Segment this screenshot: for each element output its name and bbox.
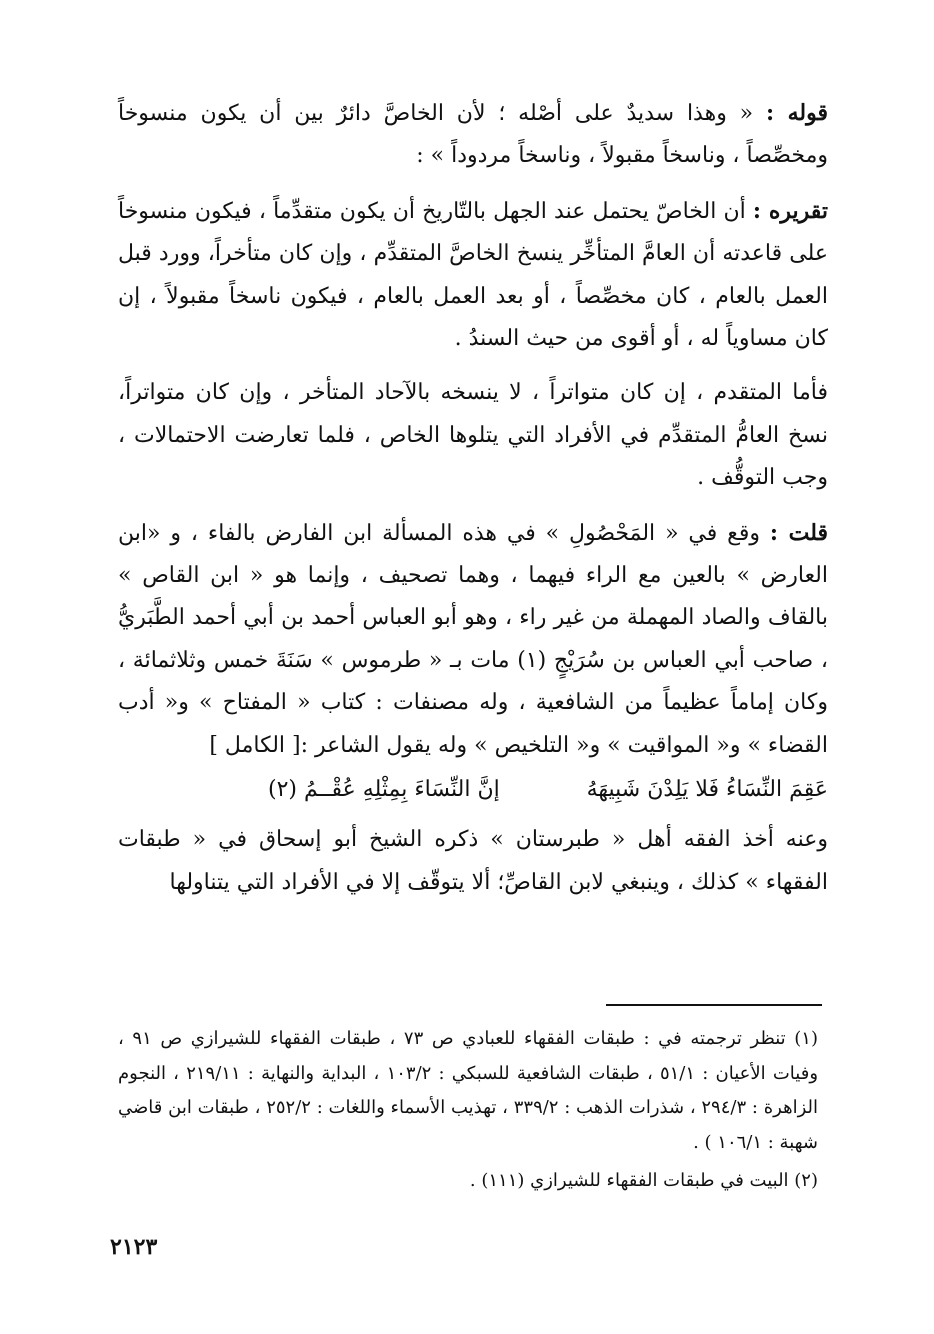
verse-hemistich-second: عَقِمَ النِّسَاءُ فَلا يَلِدْنَ شَبِيهَهُ [586,777,828,803]
footnote-2: (٢) البيت في طبقات الفقهاء للشيرازي (١١١) . [469,1170,818,1191]
poetry-verse [268,769,828,811]
paragraph-text: أن الخاصّ يحتمل عند الجهل بالتّاريخ أن يكون متقدِّماً ، فيكون منسوخاً على قاعدته أن العامَّ المتأخِّر ينسخ الخاصَّ المتقدِّم ، وإن كان متأخراً، وورد قبل العمل بالعام ، كان مخصِّصاً ، أو بعد العمل بالعام ، فيكون ناسخاً مقبولاً ، إن كان مساوياً له ، أو أقوى من حيث السندُ . [118,198,828,352]
paragraph-amma [118,372,828,499]
paragraph-qawluhu [118,92,828,178]
paragraph-lead: قوله : [765,100,828,126]
main-text [118,92,828,916]
verse-hemistich-first: إنَّ النِّسَاءَ بِمِثْلِهِ عُقْــمُ (٢) [268,777,500,803]
paragraph-text: فأما المتقدم ، إن كان متواتراً ، لا ينسخه بالآحاد المتأخر ، وإن كان متواتراً، نسخ العامُّ المتقدِّم في الأفراد التي يتلوها الخاص ، فلما تعارضت الاحتمالات ، وجب التوقُّف . [118,380,828,491]
footnote-1: (١) تنظر ترجمته في : طبقات الفقهاء للعبادي ص ٧٣ ، طبقات الفقهاء للشيرازي ص ٩١ ، وفيات الأعيان : ٥١/١ ، طبقات الشافعية للسبكي : ١٠٣/٢ ، البداية والنهاية : ٢١٩/١١ ، النجوم الزاهرة : ٢٩٤/٣ ، شذرات الذهب : ٣٣٩/٢ ، تهذيب الأسماء واللغات : ٢٥٢/٢ ، طبقات ابن قاضي شهبة : ١٠٦/١ ) . [118,1028,819,1153]
paragraph-qultu [118,512,828,767]
paragraph-text: وقع في « المَحْصُولِ » في هذه المسألة ابن الفارض بالفاء ، و «ابن العارض » بالعين مع الراء فيهما ، وهما تصحيف ، وإنما هو « ابن القاص » بالقاف والصاد المهملة من غير راء ، وهو أبو العباس أحمد بن أبي أحمد الطَّبَريُّ ، صاحب أبي العباس بن سُرَيْجٍ (١) مات بـ « طرموس » سَنَةَ خمس وثلاثمائة ، وكان إماماً عظيماً من الشافعية ، وله مصنفات : كتاب « المفتاح » و« أدب القضاء » و« المواقيت » و« التلخيص » وله يقول الشاعر :[ الكامل ] [118,520,828,758]
paragraph-lead: قلت : [769,519,829,546]
paragraph-after-verse: وعنه أخذ الفقه أهل « طبرستان » ذكره الشيخ أبو إسحاق في « طبقات الفقهاء » كذلك ، وينبغي لابن القاصِّ؛ ألا يتوقّف إلا في الأفراد التي يتناولها [118,827,828,895]
paragraph-taqriruhu [118,190,828,361]
paragraph-lead: تقريره : [752,197,828,224]
footnote-divider [606,1004,822,1006]
paragraph-text: « وهذا سديدٌ على أصْله ؛ لأن الخاصَّ دائرٌ بين أن يكون منسوخاً ومخصِّصاً ، وناسخاً مقبولاً ، وناسخاً مردوداً » : [118,101,828,169]
footnotes [118,1022,818,1203]
page-number: ٢١٢٣ [110,1234,158,1260]
